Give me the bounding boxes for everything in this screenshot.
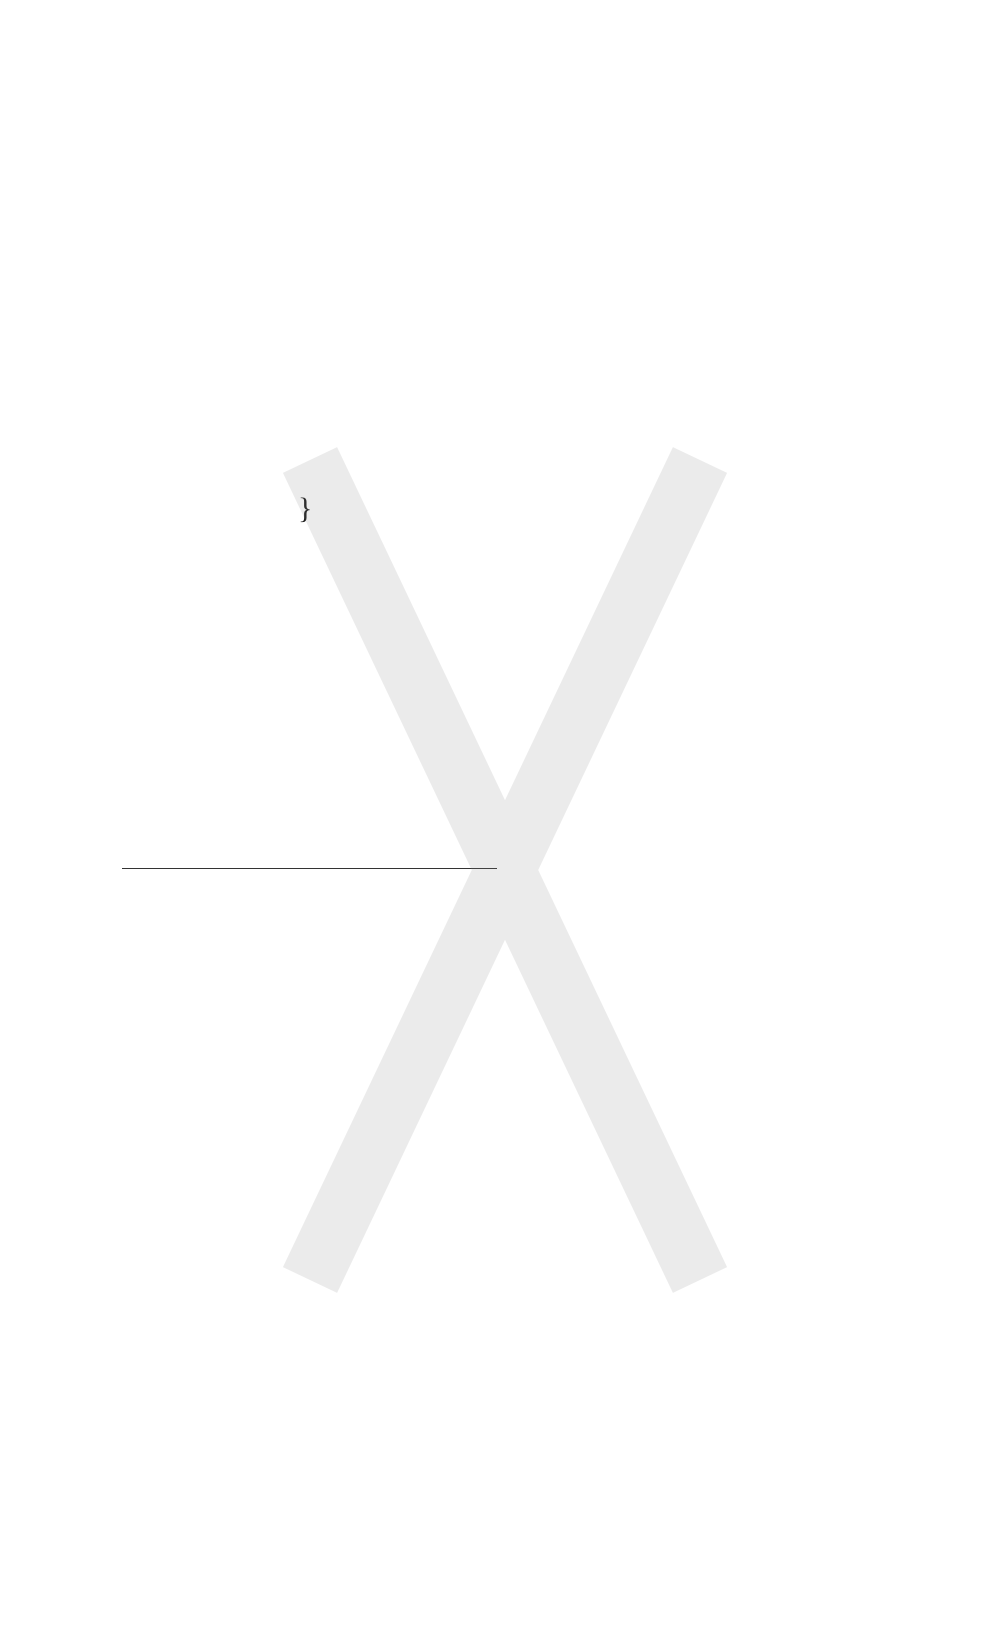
para-durham: [122, 170, 496, 173]
watermark-graphic: [270, 420, 740, 1320]
para-inn: [122, 334, 496, 344]
page-header: [0, 130, 992, 170]
brace: }: [298, 492, 313, 525]
divider-rule: [122, 868, 497, 869]
